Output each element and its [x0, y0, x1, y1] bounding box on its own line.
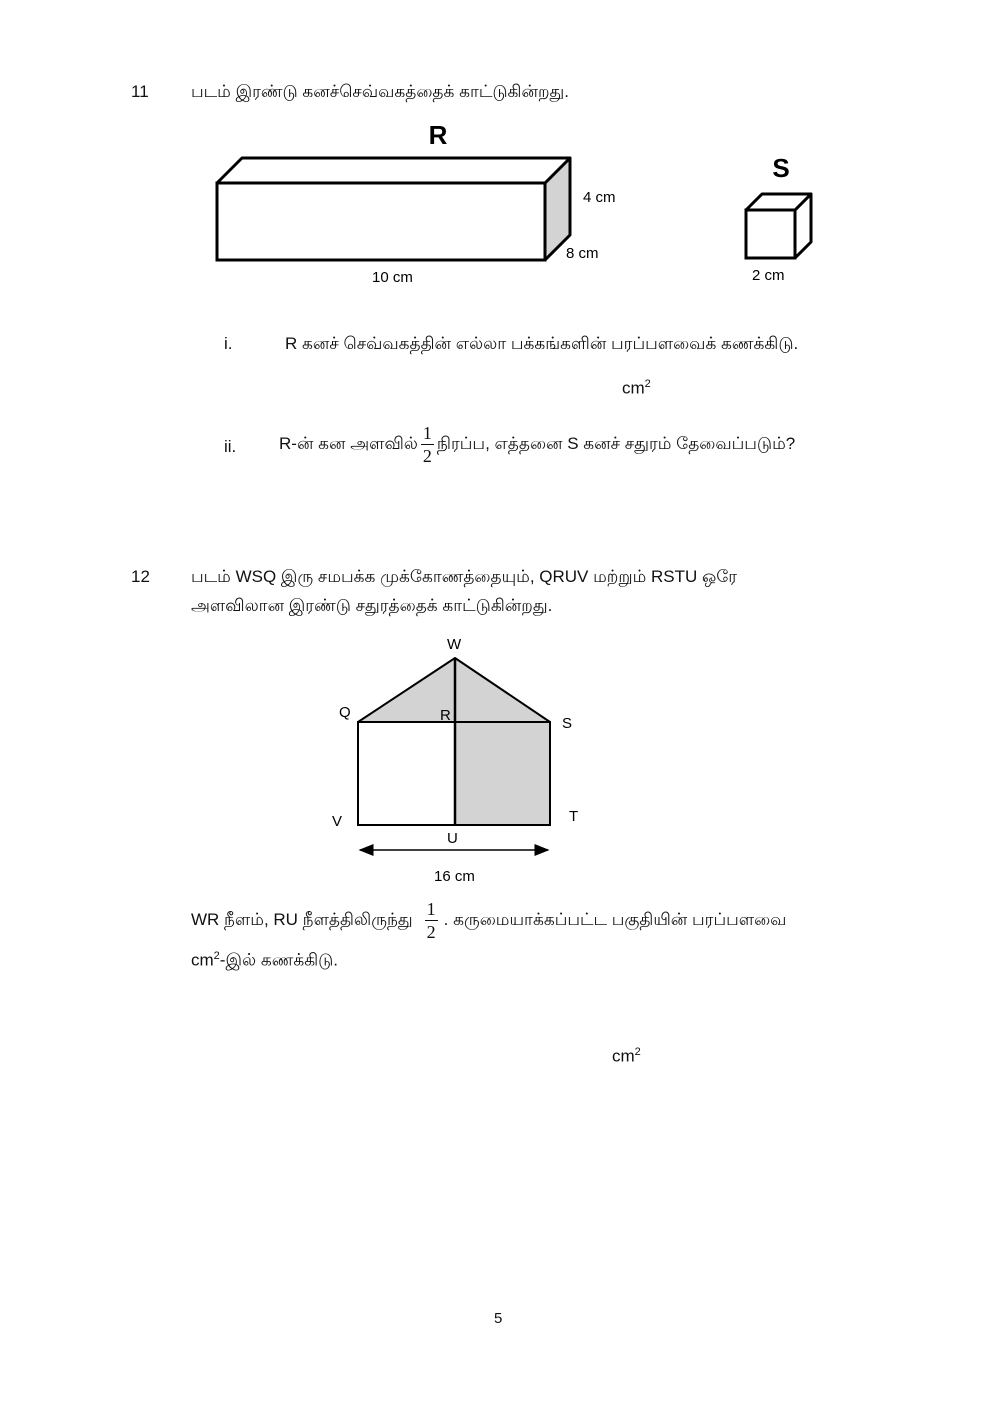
q11-part-ii-text-after: நிரப்ப, எத்தனை S கனச் சதுரம் தேவைப்படும்?	[436, 433, 796, 453]
q11-number: 11	[131, 82, 149, 101]
cuboid-r	[217, 158, 570, 260]
unit-text: cm	[622, 378, 645, 398]
square-rstu-shaded	[455, 722, 550, 825]
label-v: V	[332, 813, 343, 830]
cube-s	[746, 194, 811, 258]
cuboid-r-front-face	[217, 183, 545, 260]
unit-exponent: 2	[644, 378, 651, 390]
q11-part-ii-line	[279, 424, 795, 465]
label-s: S	[562, 715, 573, 732]
cube-s-front-face	[746, 210, 795, 258]
q12-stem-line1: படம் WSQ இரு சமபக்க முக்கோணத்தையும், QRUV மற்றும் RSTU ஒரே	[191, 567, 738, 586]
q11-part-ii-fraction	[421, 424, 434, 465]
label-w: W	[447, 636, 462, 653]
fraction-denominator: 2	[422, 446, 432, 466]
q12-answer-unit	[612, 1046, 641, 1067]
fraction-denominator: 2	[426, 922, 436, 942]
unit-text: cm	[612, 1046, 635, 1066]
q11-part-i-text: R கனச் செவ்வகத்தின் எல்லா பக்கங்களின் பரப்பளவைக் கணக்கிடு.	[285, 334, 799, 353]
q11-part-ii-text-before: R-ன் கன அளவில்	[279, 433, 418, 453]
q11-figure	[0, 115, 1000, 305]
cube-s-side-label: 2 cm	[752, 267, 785, 284]
q11-stem: படம் இரண்டு கனச்செவ்வகத்தைக் காட்டுகின்றது.	[191, 82, 570, 101]
width-label: 16 cm	[434, 868, 475, 885]
q11-part-ii-label: ii.	[224, 437, 237, 456]
q11-part-i-answer-unit	[622, 378, 651, 399]
fraction-numerator: 1	[426, 899, 436, 919]
q12-fraction	[425, 900, 438, 941]
q12-number: 12	[131, 567, 150, 586]
square-qruv	[358, 722, 455, 825]
q12-body-after: . கருமையாக்கப்பட்ட பகுதியின் பரப்பளவை	[443, 909, 787, 929]
cuboid-r-top-face	[217, 158, 570, 183]
label-t: T	[569, 808, 579, 825]
q12-figure	[0, 630, 1000, 890]
q12-line2-unit: cm	[191, 950, 214, 970]
q12-body-line1	[191, 900, 786, 941]
cuboid-r-length-label: 10 cm	[372, 269, 413, 286]
q11-part-i-label: i.	[224, 334, 233, 353]
q12-body-line2	[191, 950, 338, 973]
cuboid-r-height-label: 4 cm	[583, 189, 616, 206]
q12-stem-line2: அளவிலான இரண்டு சதுரத்தைக் காட்டுகின்றது.	[191, 596, 553, 615]
label-r: R	[440, 707, 451, 724]
q12-line2-exponent: 2	[213, 950, 220, 962]
label-u: U	[447, 830, 458, 847]
fraction-numerator: 1	[422, 423, 432, 443]
unit-exponent: 2	[634, 1046, 641, 1058]
cube-s-label: S	[772, 153, 790, 183]
q12-body-before: WR நீளம், RU நீளத்திலிருந்து	[191, 909, 413, 929]
q12-line2-text: -இல் கணக்கிடு.	[219, 950, 339, 970]
page-number: 5	[494, 1310, 503, 1327]
cuboid-r-label: R	[428, 120, 448, 150]
cuboid-r-depth-label: 8 cm	[566, 245, 599, 262]
label-q: Q	[339, 704, 351, 721]
